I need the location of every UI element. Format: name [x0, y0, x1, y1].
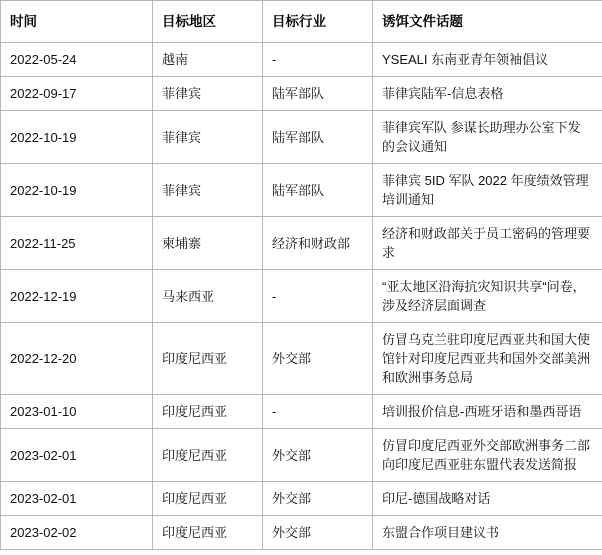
cell-date: 2022-11-25 [1, 217, 153, 270]
cell-industry: 经济和财政部 [263, 217, 373, 270]
cell-industry: 陆军部队 [263, 77, 373, 111]
cell-industry: - [263, 395, 373, 429]
cell-date: 2022-05-24 [1, 43, 153, 77]
table-row [1, 429, 602, 482]
cell-date: 2022-10-19 [1, 111, 153, 164]
cell-date: 2023-01-10 [1, 395, 153, 429]
cell-date: 2023-02-02 [1, 516, 153, 550]
cell-date: 2022-12-19 [1, 270, 153, 323]
cell-industry: 外交部 [263, 429, 373, 482]
table-row [1, 164, 602, 217]
cell-industry: - [263, 43, 373, 77]
cell-region: 印度尼西亚 [153, 482, 263, 516]
cell-date: 2023-02-01 [1, 482, 153, 516]
cell-topic: YSEALI 东南亚青年领袖倡议 [373, 43, 602, 77]
cell-date: 2022-12-20 [1, 323, 153, 395]
cell-industry: 外交部 [263, 516, 373, 550]
table-row [1, 217, 602, 270]
cell-region: 印度尼西亚 [153, 395, 263, 429]
cell-region: 印度尼西亚 [153, 429, 263, 482]
table-row [1, 77, 602, 111]
table-row [1, 270, 602, 323]
table-body [1, 43, 602, 550]
cell-topic: 菲律宾陆军-信息表格 [373, 77, 602, 111]
table-row [1, 395, 602, 429]
cell-region: 菲律宾 [153, 111, 263, 164]
table-header [1, 1, 602, 43]
table-row [1, 516, 602, 550]
table-header-row [1, 1, 602, 43]
cell-date: 2022-10-19 [1, 164, 153, 217]
cell-region: 柬埔寨 [153, 217, 263, 270]
cell-region: 马来西亚 [153, 270, 263, 323]
column-header-industry: 目标行业 [263, 1, 373, 43]
cell-topic: 培训报价信息-西班牙语和墨西哥语 [373, 395, 602, 429]
cell-topic: 印尼-德国战略对话 [373, 482, 602, 516]
cell-region: 菲律宾 [153, 77, 263, 111]
cell-industry: 外交部 [263, 323, 373, 395]
cell-industry: 陆军部队 [263, 164, 373, 217]
cell-topic: 经济和财政部关于员工密码的管理要求 [373, 217, 602, 270]
table-row [1, 323, 602, 395]
cell-topic: 菲律宾军队 参谋长助理办公室下发的会议通知 [373, 111, 602, 164]
cell-region: 越南 [153, 43, 263, 77]
column-header-region: 目标地区 [153, 1, 263, 43]
cell-topic: 东盟合作项目建议书 [373, 516, 602, 550]
cell-industry: - [263, 270, 373, 323]
cell-date: 2023-02-01 [1, 429, 153, 482]
cell-topic: 仿冒印度尼西亚外交部欧洲事务二部向印度尼西亚驻东盟代表发送简报 [373, 429, 602, 482]
column-header-topic: 诱饵文件话题 [373, 1, 602, 43]
cell-region: 菲律宾 [153, 164, 263, 217]
cell-topic: 仿冒乌克兰驻印度尼西亚共和国大使馆针对印度尼西亚共和国外交部美洲和欧洲事务总局 [373, 323, 602, 395]
cell-industry: 陆军部队 [263, 111, 373, 164]
cell-topic: “亚太地区沿海抗灾知识共享“问卷，涉及经济层面调查 [373, 270, 602, 323]
cell-date: 2022-09-17 [1, 77, 153, 111]
table-row [1, 482, 602, 516]
cell-region: 印度尼西亚 [153, 516, 263, 550]
table-row [1, 43, 602, 77]
table-row [1, 111, 602, 164]
column-header-date: 时间 [1, 1, 153, 43]
cell-region: 印度尼西亚 [153, 323, 263, 395]
cell-industry: 外交部 [263, 482, 373, 516]
cell-topic: 菲律宾 5ID 军队 2022 年度绩效管理培训通知 [373, 164, 602, 217]
